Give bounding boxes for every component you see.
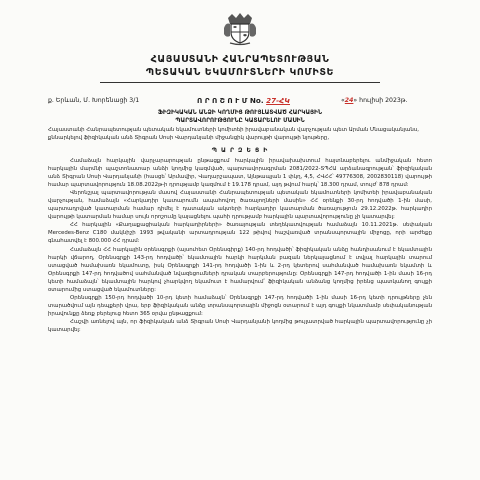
decision-title-line-2: ՊԱՐՏԱՎՈՐՈՒԹՅՈՒՆԸ ԿԱՏԱՐԵԼՈՒ ՄԱՍԻՆ [175, 118, 305, 124]
order-number: 27-ՀԿ [266, 96, 290, 105]
armenia-coat-of-arms-icon [222, 10, 258, 46]
order-label: Ո Ր Ո Շ Ո Ւ Մ No. [197, 96, 264, 105]
document-body [48, 157, 432, 334]
body-paragraph: ՀՀ հարկային «Քաղաքացիական հարկադիրների» ծառայության տեղեկատվության համաձայն 10.11.2021թ. սեփական Mercedes-Benz C180 մակնիշի 1993 թվականի արտադրության 122 թիվով հաշվառված տրանսպորտային միջոցը, որի արժեքը գնահատվել է 800.000 ՀՀ դրամ: [48, 222, 432, 245]
body-paragraph: Վերոնշյալ պարտավորության մասով Հայաստանի Հանրապետության պետական եկամուտների կոմիտեի իրավաբանական վարչության, համաձայն «Հարկադիր կատարումն ապահովող ծառայողների մասին» ՀՀ օրենքի 30-րդ հոդվածի 1-ին մասի, պարտադրված կատարման համար դիմել է դատական ակտերի հարկադիր կատարման ծառայություն 29.12.2022թ. հարկադիր վարույթի կատարման համար սույն որոշումը կայացնելու պահի դրությամբ հարկային պարտավորությունը չի կատարվել: [48, 190, 432, 221]
order-number-line [197, 96, 290, 105]
document-address: ք. Երևան, Մ. Խորենացի 3/1 [48, 97, 140, 104]
decision-title-line-1: ՖԻԶԻԿԱԿԱՆ ԱՆՁԻ ԿՈՂՄԻՑ ԹՈՒՅԼԱՏՎԱԾ ՀԱՐԿԱՅԻՆ [157, 110, 323, 116]
organization-title-line-2: ՊԵՏԱԿԱՆ ԵԿԱՄՈՒՏՆԵՐԻ ԿՈՄԻՏԵ [145, 67, 335, 78]
body-paragraph: Հաշվի առնելով այն, որ ֆիզիկական անձ Տիգրան Սոսի Վարդանյանի կողմից թույլատրված հարկային պարտավորությունը չի կատարվել: [48, 318, 432, 333]
date-day: 24 [344, 97, 354, 104]
body-paragraph: Համաձայն հարկային վարչարարության ընթացքում հարկային իրավախախտում հայտնաբերելու անմիջական հետո հարկային մարմնի պաշտոնատար անձի կողմից կազմված, պարտավորագրման 2081/2022-ՏՊՀԱ արձանագրության՝ ֆիզիկական անձ Տիգրան Սոսի Վարդանյանի (հասցե՝ Արմավիր, Վաղարշապատ, Այնթապյան 1 փկղ, 4,5, ՀՎՀՀ՝ 49776308, 2002830118) վարույթի համար պարտավորություն 18.08.2022թ-ի դրությամբ կազմում է 19.178 դրամ, այդ թվում հարկ՝ 18.300 դրամ, տույժ՝ 878 դրամ: [48, 158, 432, 189]
intro-paragraph: Հայաստանի Հանրապետության պետական եկամուտների կոմիտեի իրավաբանական վարչության պետ Արման Մնացականյանս, քննարկելով ֆիզիկական անձ Տիգրան Սոսի Վարդանյանի միջանցիկ վարույթի վարույթի նյութերը, [48, 127, 419, 142]
date-month-year: » հուլիսի 2023թ. [353, 97, 408, 104]
body-paragraph: Համաձայն ՀՀ հարկային օրենսգրքի (այսուհետ Օրենսգիրք) 140-րդ հոդվածի՝ ֆիզիկական անձը հանդիսանում է եկամտային հարկի վճարող, Օրենսգրքի 143-րդ հոդվածի՝ եկամտային հարկի հարկման բազան ներկայացնում է տվյալ հարկային տարում ստացված համախառն եկամուտը, իսկ Օրենսգրքի 141-րդ հոդվածի 1-ին և 2-րդ կետերով սահմանված համախառն եկամտի և Օրենսգրքի 147-րդ հոդվածով սահմանված նվազեցումների դրական տարբերությունը: Օրենսգրքի 147-րդ հոդվածի 1-ին մասի 16-րդ կետի համաձայն՝ եկամտային հարկով չհարկվող եկամուտ է համարվում՝ ֆիզիկական անձանց կողմից իրենց պատկանող գույքի օտարումից ստացված եկամուտները: [48, 246, 432, 293]
organization-title-line-1: ՀԱՅԱՍՏԱՆԻ ՀԱՆՐԱՊԵՏՈՒԹՅԱՆ [150, 54, 330, 65]
header-divider [100, 82, 380, 83]
body-paragraph: Օրենսգրքի 150-րդ հոդվածի 10-րդ կետի համաձայն՝ Օրենսգրքի 147-րդ հոդվածի 1-ին մասի 16-րդ կետի դրույթները չեն տարածվում այն դեպքերի վրա, երբ ֆիզիկական անձը տրանսպորտային միջոցն օտարում է այդ գույքի նկատմամբ սեփականության իրավունքը ձեռք բերելուց հետո 365 օրվա ընթացքում: [48, 294, 432, 317]
date-open-quote: « [341, 97, 345, 104]
document-date [341, 97, 407, 104]
decides-heading: Պ Ա Ր Զ Ե Ց Ի [211, 147, 269, 154]
